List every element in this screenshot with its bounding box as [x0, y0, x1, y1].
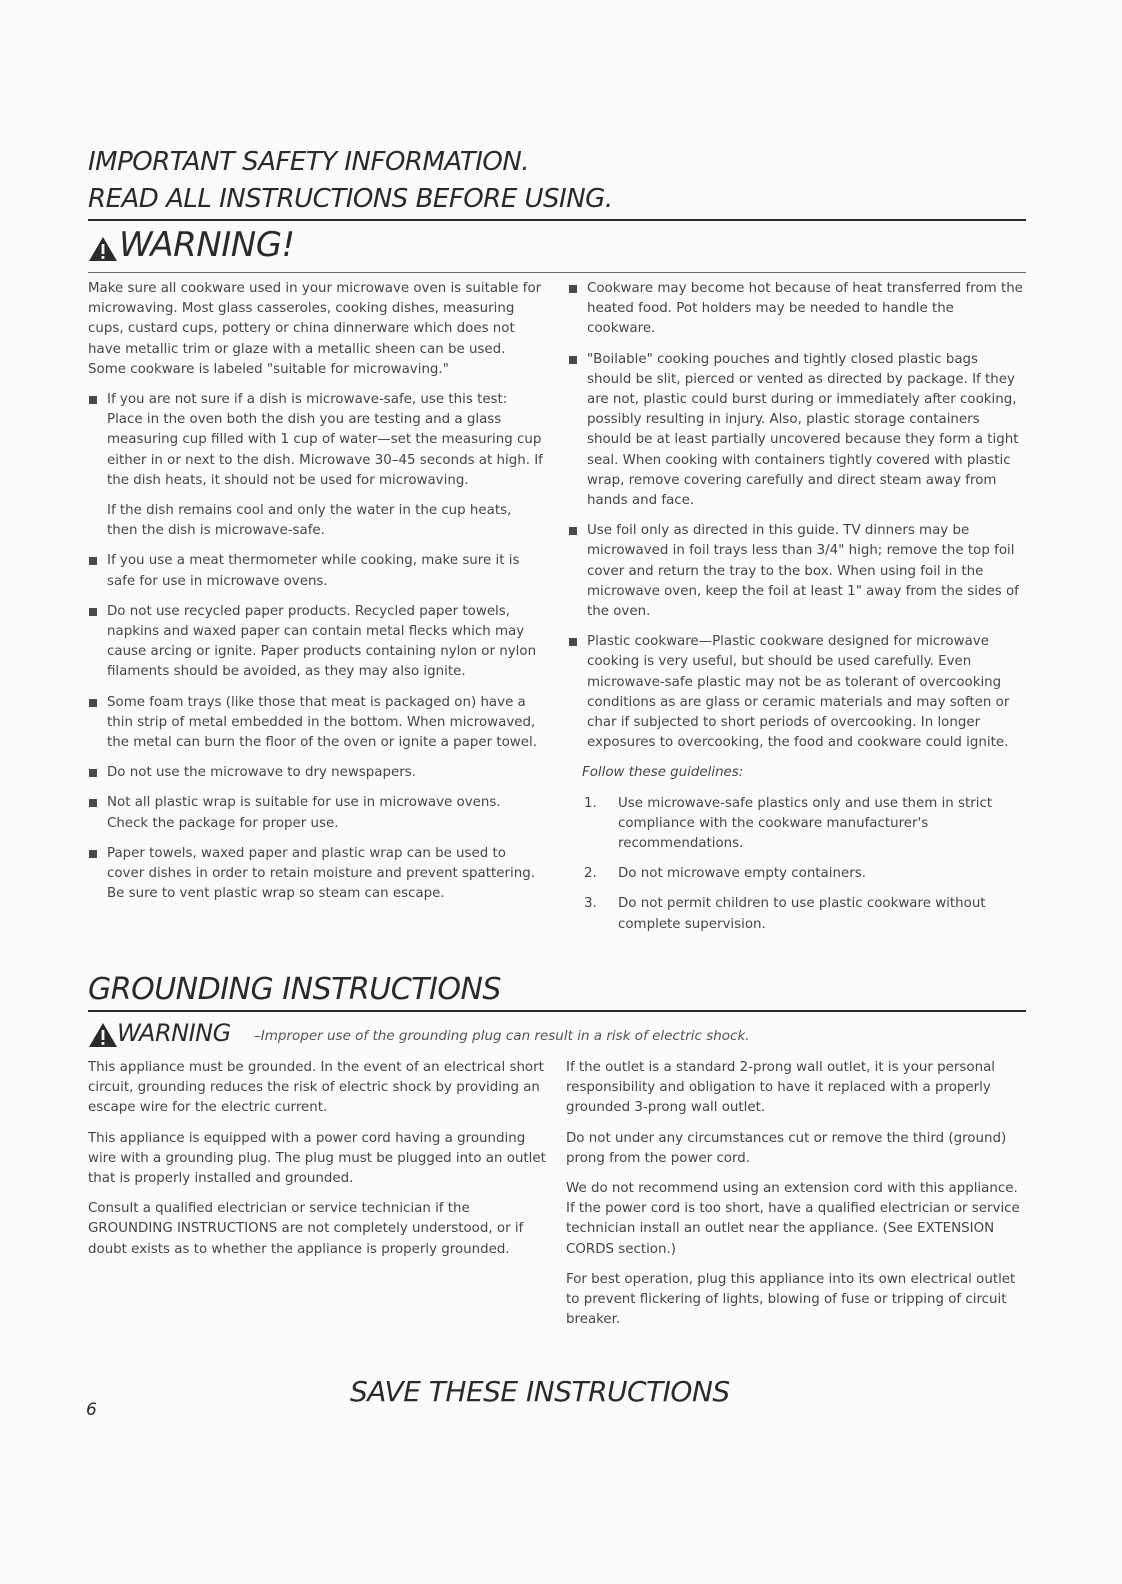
- warning-title: WARNING!: [119, 225, 295, 265]
- page-number: 6: [86, 1400, 97, 1420]
- grounding-paragraph: We do not recommend using an extension cord with this appliance. If the power cord is too short, have a qualified electrician or service technician install an outlet near the appliance. (See EXTENSION CORDS section.): [566, 1181, 1020, 1257]
- grounding-paragraph: For best operation, plug this appliance into its own electrical outlet to prevent flickering of lights, blowing of fuse or tripping of circuit breaker.: [566, 1271, 1016, 1328]
- guideline-number: 3.: [584, 896, 597, 912]
- guideline-item: [582, 864, 1026, 884]
- intro-paragraph: Make sure all cookware used in your microwave oven is suitable for microwaving. Most glass casseroles, cooking dishes, measuring cups, custard cups, pottery or china dinnerware which does not have metallic trim or glaze with a metallic sheen can be used. Some cookware is labeled "suitable for microwaving.": [88, 281, 542, 377]
- bullet-newspapers: Do not use the microwave to dry newspapers.: [88, 763, 546, 783]
- header-rule: [88, 219, 1026, 221]
- bullet-plastic-wrap: Not all plastic wrap is suitable for use in microwave ovens. Check the package for proper use.: [88, 793, 546, 833]
- guideline-text: Do not microwave empty containers.: [618, 866, 866, 882]
- header-line-2: READ ALL INSTRUCTIONS BEFORE USING.: [88, 184, 613, 214]
- bullet-foil: Use foil only as directed in this guide. TV dinners may be microwaved in foil trays less than 3/4" high; remove the top foil cover and return the tray to the box. When using foil in the microwave oven, keep the foil at least 1" away from the sides of the oven.: [568, 521, 1026, 622]
- bullet-foam-trays: Some foam trays (like those that meat is packaged on) have a thin strip of metal embedded in the bottom. When microwaved, the metal can burn the floor of the oven or ignite a paper towel.: [88, 693, 546, 754]
- warning-rule: [88, 272, 1026, 273]
- grounding-title: GROUNDING INSTRUCTIONS: [88, 972, 501, 1007]
- grounding-paragraph: Do not under any circumstances cut or remove the third (ground) prong from the power cord.: [566, 1130, 1007, 1166]
- guideline-text: Do not permit children to use plastic cookware without complete supervision.: [618, 896, 986, 932]
- bullet-boilable-pouches: "Boilable" cooking pouches and tightly closed plastic bags should be slit, pierced or vented as directed by package. If they are not, plastic could burst during or immediately after cooking, possibly resulting in injury. Also, plastic storage containers should be at least partially uncovered because they form a tight seal. When cooking with containers tightly covered with plastic wrap, remove covering carefully and direct steam away from hands and face.: [568, 350, 1026, 512]
- grounding-warning: [88, 1016, 1026, 1050]
- bullet-microwave-safe-test: If you are not sure if a dish is microwave-safe, use this test: Place in the oven both the dish you are testing and a glass measuring cup filled with 1 cup of water—set the measuring cup either in or next to the dish. Microwave 30–45 seconds at high. If the dish heats, it should not be used for microwaving.: [88, 390, 546, 491]
- grounding-left-column: [88, 1058, 546, 1270]
- grounding-warning-text: –Improper use of the grounding plug can result in a risk of electric shock.: [254, 1028, 750, 1044]
- grounding-paragraph: This appliance must be grounded. In the event of an electrical short circuit, grounding reduces the risk of electric shock by providing an escape wire for the electric current.: [88, 1060, 544, 1116]
- bullet-meat-thermometer: If you use a meat thermometer while cooking, make sure it is safe for use in microwave ovens.: [88, 551, 546, 591]
- guideline-number: 2.: [584, 866, 597, 882]
- grounding-rule: [88, 1010, 1026, 1012]
- left-column: [88, 279, 546, 914]
- grounding-paragraph: Consult a qualified electrician or service technician if the GROUNDING INSTRUCTIONS are not completely understood, or if doubt exists as to whether the appliance is properly grounded.: [88, 1201, 524, 1257]
- bullet-plastic-cookware: Plastic cookware—Plastic cookware designed for microwave cooking is very useful, but should be used carefully. Even microwave-safe plastic may not be as tolerant of overcooking conditions as are glass or ceramic materials and may soften or char if subjected to short periods of overcooking. In longer exposures to overcooking, the food and cookware could ignite.: [568, 632, 1026, 753]
- guideline-text: Use microwave-safe plastics only and use them in strict compliance with the cookware manufacturer's recommendations.: [618, 795, 993, 852]
- bullet-hot-cookware: Cookware may become hot because of heat transferred from the heated food. Pot holders may be needed to handle the cookware.: [568, 279, 1026, 340]
- right-column: [568, 279, 1026, 945]
- bullet-paper-towels: Paper towels, waxed paper and plastic wrap can be used to cover dishes in order to retain moisture and prevent spattering. Be sure to vent plastic wrap so steam can escape.: [88, 844, 546, 905]
- save-instructions: SAVE THESE INSTRUCTIONS: [350, 1375, 730, 1408]
- microwave-safe-result: If the dish remains cool and only the water in the cup heats, then the dish is microwave-safe.: [107, 503, 512, 539]
- grounding-right-column: [566, 1058, 1026, 1340]
- grounding-warning-word: WARNING: [117, 1019, 231, 1047]
- header-line-1: IMPORTANT SAFETY INFORMATION.: [88, 147, 530, 177]
- guideline-number: 1.: [584, 795, 597, 811]
- guideline-item: [582, 794, 1026, 855]
- guidelines-label: Follow these guidelines:: [582, 765, 744, 781]
- grounding-paragraph: This appliance is equipped with a power cord having a grounding wire with a grounding plug. The plug must be plugged into an outlet that is properly installed and grounded.: [88, 1130, 546, 1187]
- grounding-paragraph: If the outlet is a standard 2-prong wall outlet, it is your personal responsibility and obligation to have it replaced with a properly grounded 3-prong wall outlet.: [566, 1060, 995, 1116]
- warning-triangle-icon: [88, 236, 118, 262]
- warning-triangle-icon: [88, 1022, 118, 1048]
- bullet-recycled-paper: Do not use recycled paper products. Recycled paper towels, napkins and waxed paper can contain metal flecks which may cause arcing or ignite. Paper products containing nylon or nylon filaments should be avoided, as they may also ignite.: [88, 602, 546, 683]
- guideline-item: [582, 894, 1026, 934]
